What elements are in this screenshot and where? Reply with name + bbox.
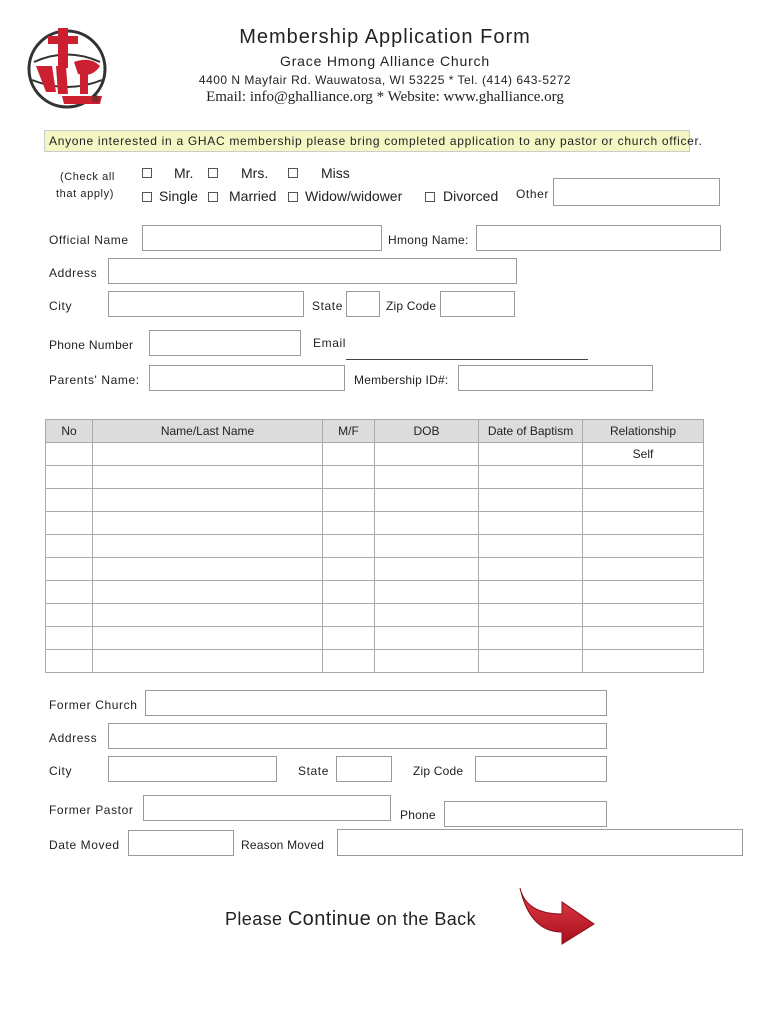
- cell-dob[interactable]: [375, 489, 479, 512]
- checkbox-married[interactable]: [208, 192, 218, 202]
- table-row: [46, 489, 704, 512]
- phone-input[interactable]: [149, 330, 301, 356]
- table-row: [46, 581, 704, 604]
- parents-label: Parents' Name:: [49, 373, 140, 387]
- cell-no[interactable]: [46, 443, 93, 466]
- cell-name[interactable]: [93, 489, 323, 512]
- former-pastor-input[interactable]: [143, 795, 391, 821]
- table-header-row: [46, 420, 704, 443]
- header-name: Name/Last Name: [93, 420, 323, 443]
- cell-no[interactable]: [46, 489, 93, 512]
- former-city-input[interactable]: [108, 756, 277, 782]
- former-phone-label: Phone: [400, 808, 436, 822]
- reason-moved-input[interactable]: [337, 829, 743, 856]
- option-widow-label: Widow/widower: [305, 188, 403, 204]
- cell-dob[interactable]: [375, 581, 479, 604]
- check-hint-line2: that apply): [56, 188, 114, 200]
- parents-input[interactable]: [149, 365, 345, 391]
- date-moved-label: Date Moved: [49, 838, 120, 852]
- checkbox-widow[interactable]: [288, 192, 298, 202]
- state-input[interactable]: [346, 291, 380, 317]
- cell-relationship[interactable]: [583, 627, 704, 650]
- cell-no[interactable]: [46, 650, 93, 673]
- cell-mf[interactable]: [323, 512, 375, 535]
- former-zip-label: Zip Code: [413, 764, 464, 778]
- header-baptism: Date of Baptism: [479, 420, 583, 443]
- cell-mf[interactable]: [323, 558, 375, 581]
- cell-baptism[interactable]: [479, 650, 583, 673]
- option-mr-label: Mr.: [174, 165, 194, 181]
- continue-emphasis: Continue: [287, 908, 372, 930]
- membership-id-label: Membership ID#:: [354, 373, 449, 387]
- cell-name[interactable]: [93, 535, 323, 558]
- former-zip-input[interactable]: [475, 756, 607, 782]
- continue-on-back-text: [225, 908, 476, 931]
- cell-name[interactable]: [93, 581, 323, 604]
- former-phone-input[interactable]: [444, 801, 607, 827]
- cell-dob[interactable]: [375, 466, 479, 489]
- church-address: 4400 N Mayfair Rd. Wauwatosa, WI 53225 * Tel. (414) 643-5272: [198, 73, 572, 87]
- table-row: [46, 466, 704, 489]
- cell-dob[interactable]: [375, 627, 479, 650]
- cell-mf[interactable]: [323, 443, 375, 466]
- continue-pre: Please: [225, 909, 288, 929]
- option-married-label: Married: [229, 188, 277, 204]
- cell-no[interactable]: [46, 581, 93, 604]
- table-row: [46, 535, 704, 558]
- cell-name[interactable]: [93, 558, 323, 581]
- continue-post: on the Back: [371, 909, 476, 929]
- option-miss-label: Miss: [321, 165, 350, 181]
- cell-baptism[interactable]: [479, 627, 583, 650]
- checkbox-mrs[interactable]: [208, 168, 218, 178]
- registered-mark: ®: [92, 94, 100, 105]
- header-mf: M/F: [323, 420, 375, 443]
- cell-no[interactable]: [46, 604, 93, 627]
- option-single-label: Single: [159, 188, 198, 204]
- date-moved-input[interactable]: [128, 830, 234, 856]
- former-church-label: Former Church: [49, 698, 138, 712]
- cell-baptism[interactable]: [479, 512, 583, 535]
- cell-relationship[interactable]: [583, 558, 704, 581]
- family-members-table: [45, 419, 704, 673]
- email-label: Email: [313, 336, 347, 350]
- cell-relationship[interactable]: [583, 512, 704, 535]
- former-church-input[interactable]: [145, 690, 607, 716]
- cell-mf[interactable]: [323, 466, 375, 489]
- table-row: [46, 558, 704, 581]
- cell-mf[interactable]: [323, 535, 375, 558]
- header-dob: DOB: [375, 420, 479, 443]
- cell-relationship[interactable]: [583, 535, 704, 558]
- cell-no[interactable]: [46, 627, 93, 650]
- cell-dob[interactable]: [375, 650, 479, 673]
- cell-name[interactable]: [93, 512, 323, 535]
- former-pastor-label: Former Pastor: [49, 803, 134, 817]
- reason-moved-label: Reason Moved: [241, 838, 325, 852]
- form-title: Membership Application Form: [239, 26, 531, 48]
- hmong-name-label: Hmong Name:: [388, 233, 469, 247]
- former-address-label: Address: [49, 731, 98, 745]
- email-underline[interactable]: [346, 359, 588, 360]
- zip-label: Zip Code: [386, 299, 437, 313]
- cell-baptism[interactable]: [479, 466, 583, 489]
- header-relationship: Relationship: [583, 420, 704, 443]
- cell-dob[interactable]: [375, 604, 479, 627]
- former-city-label: City: [49, 764, 73, 778]
- notice-bar: Anyone interested in a GHAC membership please bring completed application to any pastor or church officer.: [44, 130, 690, 152]
- hmong-name-input[interactable]: [476, 225, 721, 251]
- checkbox-miss[interactable]: [288, 168, 298, 178]
- arrow-right-icon: [516, 884, 598, 946]
- cell-mf[interactable]: [323, 650, 375, 673]
- cell-dob[interactable]: [375, 535, 479, 558]
- cell-mf[interactable]: [323, 489, 375, 512]
- table-row: [46, 604, 704, 627]
- table-row: [46, 512, 704, 535]
- city-label: City: [49, 299, 73, 313]
- cell-name[interactable]: [93, 604, 323, 627]
- cell-baptism[interactable]: [479, 604, 583, 627]
- cell-relationship-self: Self: [583, 443, 704, 466]
- former-state-input[interactable]: [336, 756, 392, 782]
- cell-dob[interactable]: [375, 512, 479, 535]
- cell-name[interactable]: [93, 443, 323, 466]
- membership-id-input[interactable]: [458, 365, 653, 391]
- cell-no[interactable]: [46, 558, 93, 581]
- state-label: State: [312, 299, 344, 313]
- header-no: No: [46, 420, 93, 443]
- cell-name[interactable]: [93, 627, 323, 650]
- official-name-input[interactable]: [142, 225, 382, 251]
- other-label: Other: [516, 187, 550, 201]
- cell-baptism[interactable]: [479, 581, 583, 604]
- cell-no[interactable]: [46, 535, 93, 558]
- cell-no[interactable]: [46, 466, 93, 489]
- phone-label: Phone Number: [49, 338, 134, 352]
- cell-relationship[interactable]: [583, 650, 704, 673]
- cell-dob[interactable]: [375, 443, 479, 466]
- checkbox-divorced[interactable]: [425, 192, 435, 202]
- cell-relationship[interactable]: [583, 604, 704, 627]
- cell-baptism[interactable]: [479, 489, 583, 512]
- option-divorced-label: Divorced: [443, 188, 499, 204]
- official-name-label: Official Name: [49, 233, 129, 247]
- table-row: [46, 443, 704, 466]
- cell-no[interactable]: [46, 512, 93, 535]
- cell-baptism[interactable]: [479, 558, 583, 581]
- address-input[interactable]: [108, 258, 517, 284]
- former-address-input[interactable]: [108, 723, 607, 749]
- cell-baptism[interactable]: [479, 443, 583, 466]
- cell-mf[interactable]: [323, 627, 375, 650]
- former-state-label: State: [298, 764, 330, 778]
- cell-relationship[interactable]: [583, 466, 704, 489]
- cell-name[interactable]: [93, 650, 323, 673]
- cell-dob[interactable]: [375, 558, 479, 581]
- church-contact: Email: info@ghalliance.org * Website: www.ghalliance.org: [206, 89, 564, 105]
- checkbox-mr[interactable]: [142, 168, 152, 178]
- option-mrs-label: Mrs.: [241, 165, 269, 181]
- church-name: Grace Hmong Alliance Church: [280, 53, 490, 69]
- cell-mf[interactable]: [323, 581, 375, 604]
- address-label: Address: [49, 266, 98, 280]
- cell-relationship[interactable]: [583, 489, 704, 512]
- city-input[interactable]: [108, 291, 304, 317]
- other-input[interactable]: [553, 178, 720, 206]
- cell-mf[interactable]: [323, 604, 375, 627]
- table-row: [46, 650, 704, 673]
- cell-baptism[interactable]: [479, 535, 583, 558]
- cell-name[interactable]: [93, 466, 323, 489]
- check-hint-line1: (Check all: [60, 171, 115, 183]
- cell-relationship[interactable]: [583, 581, 704, 604]
- zip-input[interactable]: [440, 291, 515, 317]
- checkbox-single[interactable]: [142, 192, 152, 202]
- table-row: [46, 627, 704, 650]
